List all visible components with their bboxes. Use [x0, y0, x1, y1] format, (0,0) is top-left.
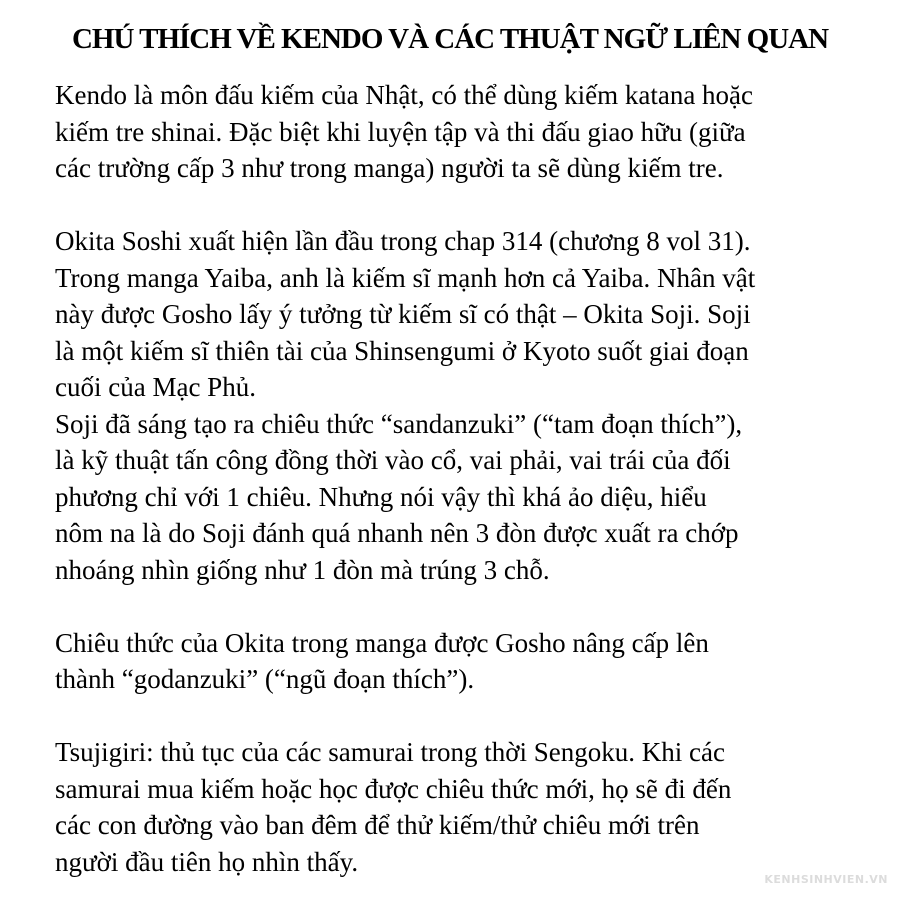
page-title: CHÚ THÍCH VỀ KENDO VÀ CÁC THUẬT NGỮ LIÊN QUAN: [71, 23, 829, 55]
paragraph-tsujigiri: [55, 734, 855, 880]
text-line: Okita Soshi xuất hiện lần đầu trong chap 314 (chương 8 vol 31).: [55, 226, 751, 256]
paragraph-gap: [55, 187, 855, 224]
text-line: cuối của Mạc Phủ.: [55, 372, 256, 402]
paragraph-okita-soshi: [55, 223, 855, 588]
text-line: là kỹ thuật tấn công đồng thời vào cổ, vai phải, vai trái của đối: [55, 445, 731, 475]
text-line: nhoáng nhìn giống như 1 đòn mà trúng 3 chỗ.: [55, 554, 550, 585]
text-line: các con đường vào ban đêm để thử kiếm/thử chiêu mới trên: [55, 810, 700, 840]
text-line: Soji đã sáng tạo ra chiêu thức “sandanzuki” (“tam đoạn thích”),: [55, 408, 743, 439]
text-line: Trong manga Yaiba, anh là kiếm sĩ mạnh hơn cả Yaiba. Nhân vật: [55, 262, 756, 293]
text-line: kiếm tre shinai. Đặc biệt khi luyện tập và thi đấu giao hữu (giữa: [55, 116, 746, 147]
text-line: Chiêu thức của Okita trong manga được Gosho nâng cấp lên: [55, 627, 709, 658]
text-line: thành “godanzuki” (“ngũ đoạn thích”).: [55, 664, 475, 694]
text-line: Tsujigiri: thủ tục của các samurai trong thời Sengoku. Khi các: [55, 737, 725, 767]
paragraph-gap: [55, 588, 855, 625]
text-line: nôm na là do Soji đánh quá nhanh nên 3 đòn được xuất ra chớp: [55, 518, 739, 548]
text-line: phương chỉ với 1 chiêu. Nhưng nói vậy thì khá ảo diệu, hiểu: [55, 481, 707, 512]
text-line: samurai mua kiếm hoặc học được chiêu thức mới, họ sẽ đi đến: [55, 773, 732, 804]
text-line: người đầu tiên họ nhìn thấy.: [55, 846, 359, 877]
paragraph-kendo: [55, 77, 855, 187]
text-line: các trường cấp 3 như trong manga) người ta sẽ dùng kiếm tre.: [55, 153, 724, 183]
paragraph-gap: [55, 698, 855, 735]
text-line: này được Gosho lấy ý tưởng từ kiếm sĩ có thật – Okita Soji. Soji: [55, 299, 751, 329]
text-line: là một kiếm sĩ thiên tài của Shinsengumi ở Kyoto suốt giai đoạn: [55, 335, 749, 366]
body-text: [55, 77, 855, 880]
text-line: Kendo là môn đấu kiếm của Nhật, có thể dùng kiếm katana hoặc: [55, 80, 754, 110]
watermark: KENHSINHVIEN.VN: [764, 873, 888, 886]
paragraph-godanzuki: [55, 625, 855, 698]
